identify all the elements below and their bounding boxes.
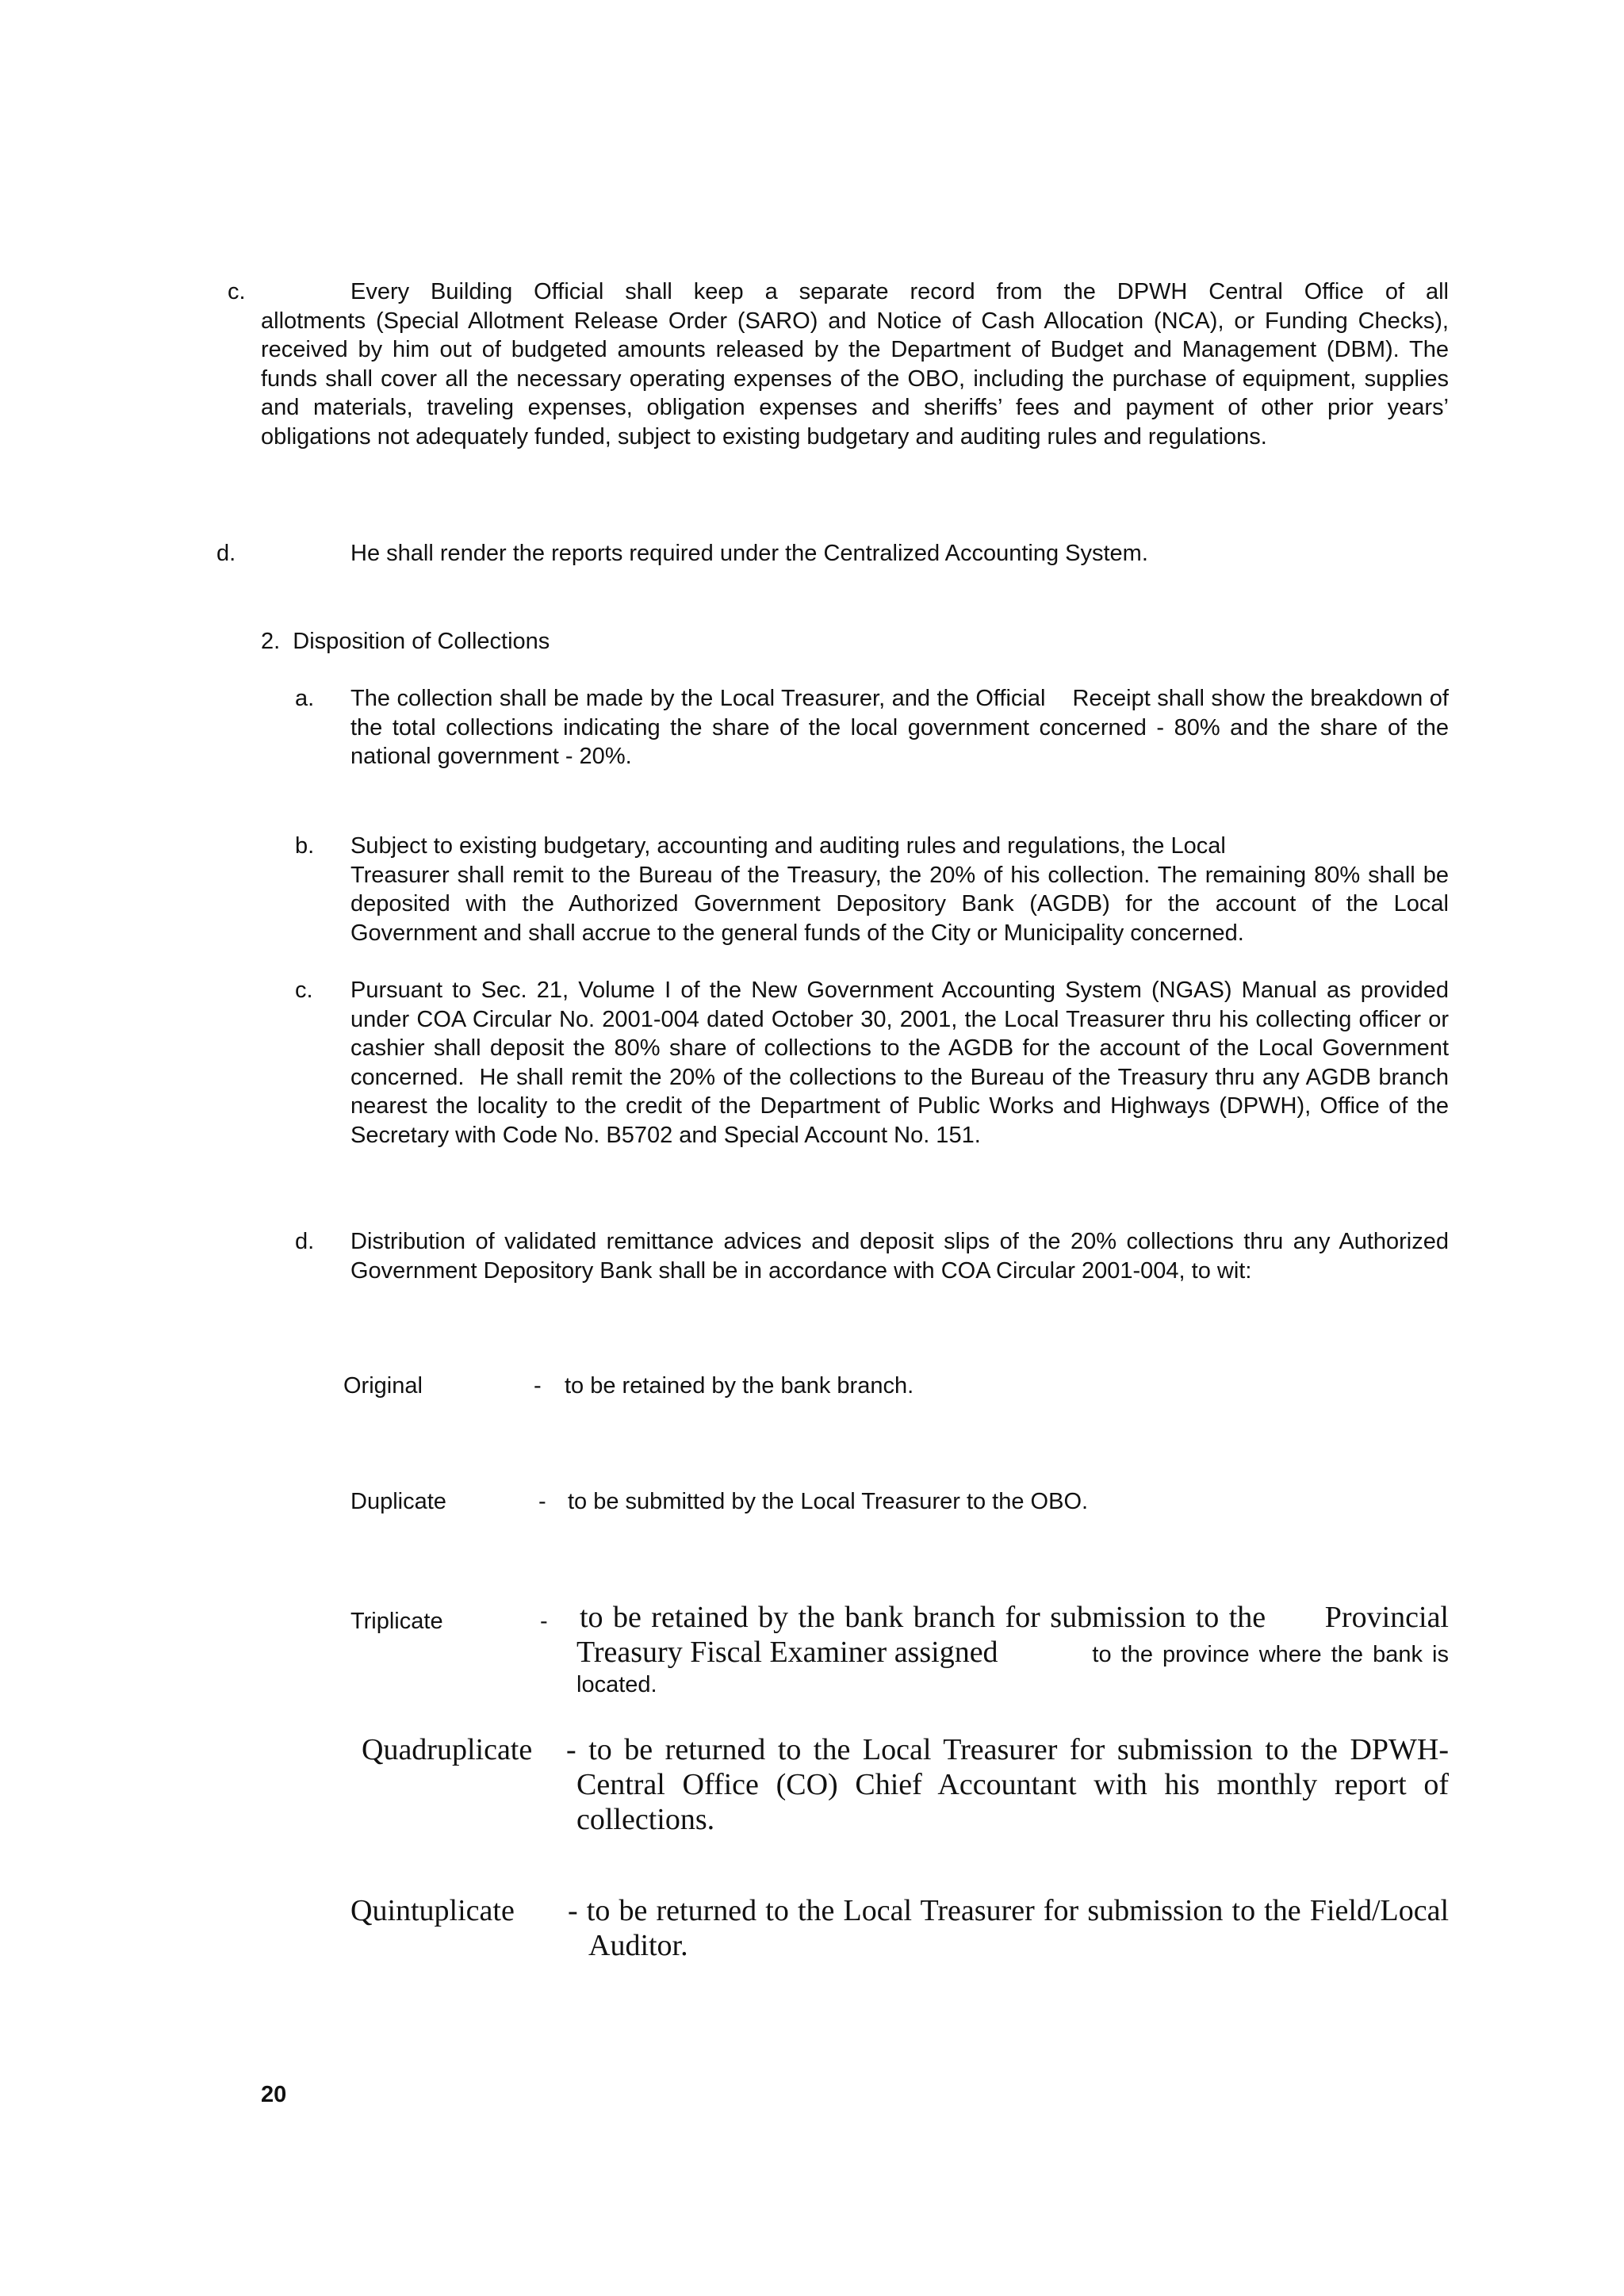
section-d-marker: d.	[216, 541, 236, 566]
quadruplicate-label: Quadruplicate	[362, 1733, 533, 1766]
triplicate-label: Triplicate	[350, 1609, 443, 1634]
quadruplicate-line-1: - to be returned to the Local Treasurer for submission to the DPWH-	[566, 1733, 1449, 1766]
section-d-text: He shall render the reports required under the Centralized Accounting System.	[350, 541, 1148, 566]
item-b-text: Treasurer shall remit to the Bureau of the Treasury, the 20% of his collection. The remaining 80% shall be deposited with the Authorized Government Depository Bank (AGDB) for the account of the Local Government and shall accrue to the general funds of the City or Municipality concerned.	[350, 862, 1449, 946]
item-a-text: The collection shall be made by the Local Treasurer, and the Official Receipt shall show the breakdown of the total collections indicating the share of the local government concerned - 80% and the share of the national government - 20%.	[350, 686, 1456, 769]
duplicate-label: Duplicate	[350, 1489, 446, 1514]
section-c-first-line: Every Building Official shall keep a separate record from the DPWH Central Office of all	[350, 279, 1449, 304]
original-text: to be retained by the bank branch.	[565, 1373, 914, 1399]
page-number: 20	[261, 2082, 287, 2107]
original-dash: -	[534, 1373, 542, 1399]
quadruplicate-rest: Central Office (CO) Chief Accountant with his monthly report of collections.	[576, 1768, 1449, 1836]
section-c-marker: c.	[228, 279, 246, 304]
item-d-text: Distribution of validated remittance advices and deposit slips of the 20% collections thru any Authorized Government Depository Bank shall be in accordance with COA Circular 2001-004, to wit:	[350, 1229, 1449, 1284]
triplicate-line-2-serif: Treasury Fiscal Examiner assigned	[576, 1636, 998, 1669]
item-b-first-line: Subject to existing budgetary, accounting and auditing rules and regulations, the Local	[350, 833, 1226, 859]
item-c-marker: c.	[295, 978, 313, 1003]
item-c-text: Pursuant to Sec. 21, Volume I of the New Government Accounting System (NGAS) Manual as provided under COA Circular No. 2001-004 dated October 30, 2001, the Local Treasurer thru his collecting officer or cashier shall deposit the 80% share of collections to the AGDB for the account of the Local Government concerned. He shall remit the 20% of the collections to the Bureau of the Treasury thru any AGDB branch nearest the locality to the credit of the Department of Public Works and Highways (DPWH), Office of the Secretary with Code No. B5702 and Special Account No. 151.	[350, 978, 1456, 1148]
item-a-marker: a.	[295, 686, 315, 711]
quintuplicate-line-1: - to be returned to the Local Treasurer for submission to the Field/Local	[568, 1894, 1449, 1927]
duplicate-dash: -	[538, 1489, 546, 1514]
original-label: Original	[343, 1373, 423, 1399]
duplicate-text: to be submitted by the Local Treasurer to the OBO.	[568, 1489, 1089, 1514]
triplicate-dash: -	[540, 1609, 548, 1634]
triplicate-line-2-sans: to the province where the bank is	[1092, 1642, 1449, 1667]
section-2-heading: 2. Disposition of Collections	[261, 629, 550, 654]
triplicate-line-3: located.	[576, 1672, 657, 1697]
triplicate-line-1: to be retained by the bank branch for submission to the Provincial	[580, 1601, 1449, 1634]
item-b-marker: b.	[295, 833, 315, 859]
triplicate-line-2	[576, 1635, 1449, 1672]
quintuplicate-label: Quintuplicate	[350, 1894, 515, 1927]
item-d-marker: d.	[295, 1229, 315, 1254]
quintuplicate-line-2: Auditor.	[588, 1929, 688, 1962]
section-c-body: allotments (Special Allotment Release Order (SARO) and Notice of Cash Allocation (NCA), or Funding Checks), received by him out of budgeted amounts released by the Department of Budget and Management (DBM). The funds shall cover all the necessary operating expenses of the OBO, including the purchase of equipment, supplies and materials, traveling expenses, obligation expenses and sheriffs’ fees and payment of other prior years’ obligations not adequately funded, subject to existing budgetary and auditing rules and regulations.	[261, 308, 1449, 450]
